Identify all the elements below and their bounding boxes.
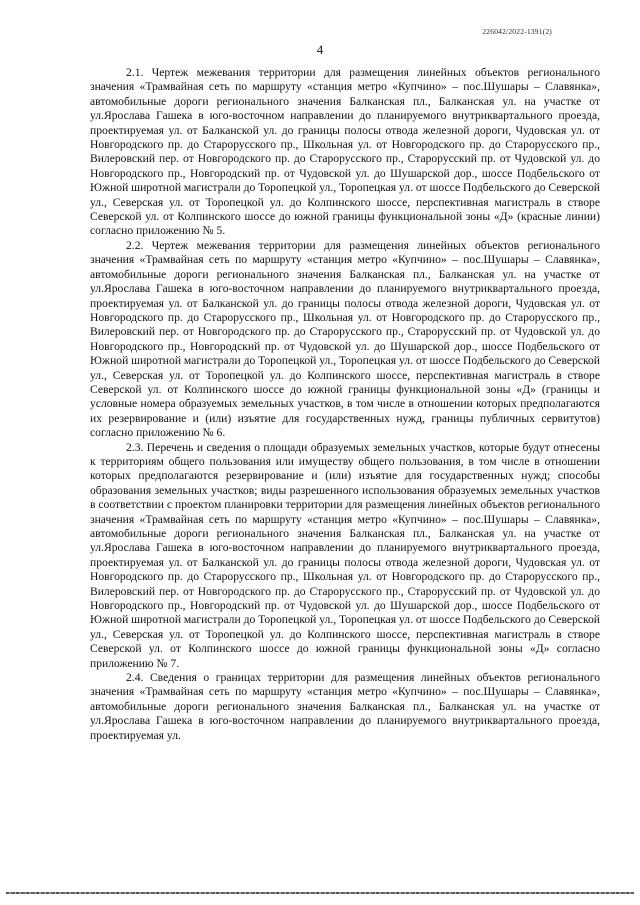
page-number: 4 [316,42,324,57]
scan-bottom-edge [6,892,634,894]
document-body [90,66,600,743]
paragraph-2-4: 2.4. Сведения о границах территории для размещения линейных объектов регионального значения «Трамвайная сеть по маршруту «станция метро «Купчино» – пос.Шушары – Славянка», автомобильные дороги регионального значения Балканская пл., Балканская ул. на участке от ул.Ярослава Гашека в юго-восточном направлении до планируемого внутриквартального проезда, проектируемая ул. [90,671,600,742]
paragraph-2-2: 2.2. Чертеж межевания территории для размещения линейных объектов регионального значения «Трамвайная сеть по маршруту «станция метро «Купчино» – пос.Шушары – Славянка», автомобильные дороги регионального значения Балканская пл., Балканская ул. на участке от ул.Ярослава Гашека в юго-восточном направлении до планируемого внутриквартального проезда, проектируемая ул. от Балканской ул. до границы полосы отвода железной дороги, Чудовская ул. от Новгородского пр. до Старорусского пр., Школьная ул. от Новгородского пр. до Старорусского пр., Вилеровский пер. от Новгородского пр. до Старорусского пр., Старорусский пр. от Чудовской ул. до Новгородского пр., Новгородский пр. от Чудовской ул. до Шушарской дор., шоссе Подбельского от Южной широтной магистрали до Торопецкой ул., Торопецкая ул. от шоссе Подбельского до Северской ул., Северская ул. от Торопецкой ул. до Колпинского шоссе, перспективная магистраль в створе Северской ул. от Колпинского шоссе до южной границы функциональной зоны «Д» (границы и условные номера образуемых земельных участков, в том числе в отношении которых предполагаются их резервирование и (или) изъятие для государственных нужд, границы публичных сервитутов) согласно приложению № 6. [90,238,600,440]
paragraph-2-1: 2.1. Чертеж межевания территории для размещения линейных объектов регионального значения «Трамвайная сеть по маршруту «станция метро «Купчино» – пос.Шушары – Славянка», автомобильные дороги регионального значения Балканская пл., Балканская ул. на участке от ул.Ярослава Гашека в юго-восточном направлении до планируемого внутриквартального проезда, проектируемая ул. от Балканской ул. до границы полосы отвода железной дороги, Чудовская ул. от Новгородского пр. до Старорусского пр., Школьная ул. от Новгородского пр. до Старорусского пр., Вилеровский пер. от Новгородского пр. до Старорусского пр., Старорусский пр. от Чудовской ул. до Новгородского пр., Новгородский пр. от Чудовской ул. до Шушарской дор., шоссе Подбельского от Южной широтной магистрали до Торопецкой ул., Торопецкая ул. от шоссе Подбельского до Северской ул., Северская ул. от Торопецкой ул. до Колпинского шоссе, перспективная магистраль в створе Северской ул. от Колпинского шоссе до южной границы функциональной зоны «Д» (красные линии) согласно приложению № 5. [90,66,600,238]
paragraph-2-3: 2.3. Перечень и сведения о площади образуемых земельных участков, которые будут отнесены к территориям общего пользования или имуществу общего пользования, в том числе в отношении которых предполагаются резервирование и (или) изъятие для государственных нужд; способы образования земельных участков; виды разрешенного использования образуемых земельных участков в соответствии с проектом планировки территории для размещения линейных объектов регионального значения «Трамвайная сеть по маршруту «станция метро «Купчино» – пос.Шушары – Славянка», автомобильные дороги регионального значения Балканская пл., Балканская ул. на участке от ул.Ярослава Гашека в юго-восточном направлении до планируемого внутриквартального проезда, проектируемая ул. от Балканской ул. до границы полосы отвода железной дороги, Чудовская ул. от Новгородского пр. до Старорусского пр., Школьная ул. от Новгородского пр. до Старорусского пр., Вилеровский пер. от Новгородского пр. до Старорусского пр., Старорусский пр. от Чудовской ул. до Новгородского пр., Новгородский пр. от Чудовской ул. до Шушарской дор., шоссе Подбельского от Южной широтной магистрали до Торопецкой ул., Торопецкая ул. от шоссе Подбельского до Северской ул., Северская ул. от Торопецкой ул. до Колпинского шоссе, перспективная магистраль в створе Северской ул. от Колпинского шоссе до южной границы функциональной зоны «Д» согласно приложению № 7. [90,440,600,670]
document-id: 226042/2022-1391(2) [482,27,552,36]
